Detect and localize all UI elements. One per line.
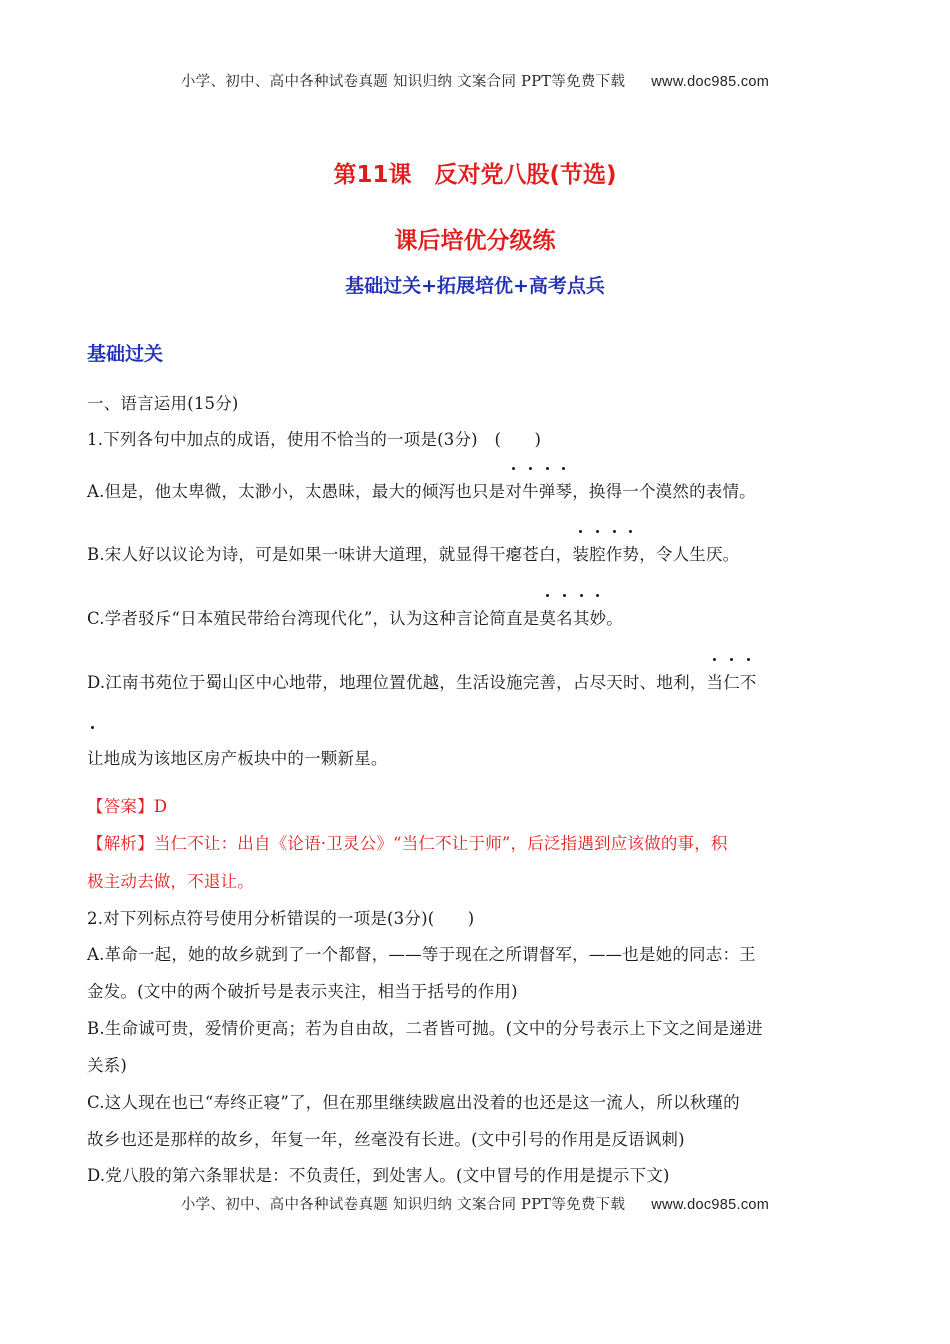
dotted-char: 当 [707,669,724,693]
analysis-text: 当仁不让：出自《论语·卫灵公》“当仁不让于师”，后泛指遇到应该做的事，积 [153,834,728,853]
q1-answer [87,793,167,817]
q2-option-b-cont: 关系) [87,1056,128,1075]
lesson-title: 第11课 反对党八股(节选) [333,162,617,188]
q2-option-d: D.党八股的第六条罪状是：不负责任，到处害人。(文中冒号的作用是提示下文) [87,1166,670,1185]
q2-option-c: C.这人现在也已“寿终正寝”了，但在那里继续跋扈出没着的也还是这一流人，所以秋瑾的 [87,1093,740,1112]
dotted-char: 不 [740,669,757,693]
section-heading: 基础过关 [87,343,164,365]
q1-a-text: A.但是，他太卑微，太渺小，太愚昧，最大的倾泻也只是 [87,482,506,501]
q1-a-text-end: ，换得一个漠然的表情。 [572,482,756,501]
q1-option-d-cont: 让地成为该地区房产板块中的一颗新星。 [87,749,388,768]
part-one-heading: 一、语言运用(15分) [87,394,239,413]
dotted-char: 仁 [723,669,740,693]
answer-tag: 【答案】 [87,797,154,816]
q1-analysis [87,830,728,854]
lesson-subtitle: 课后培优分级练 [394,228,556,254]
q2-stem: 2.对下列标点符号使用分析错误的一项是(3分)( ) [87,909,475,928]
q1-c-text: C.学者驳斥“日本殖民带给台湾现代化”，认为这种言论简直是 [87,609,540,628]
dotted-char: 对 [505,478,522,502]
q1-d-text: D.江南书苑位于蜀山区中心地带，地理位置优越，生活设施完善，占尽天时、地利， [87,673,707,692]
q1-stem: 1.下列各句中加点的成语，使用不恰当的一项是(3分) ( ) [87,430,542,449]
dotted-char: 妙 [590,605,607,629]
answer-value: D [153,797,168,816]
q1-option-c [87,605,623,629]
q1-option-d [87,669,757,693]
banner-site: www.doc985.com [651,1197,770,1213]
q1-option-a [87,478,756,502]
header-banner [0,70,950,91]
q2-option-c-cont: 故乡也还是那样的故乡，年复一年，丝毫没有长进。(文中引号的作用是反语讽刺) [87,1130,685,1149]
banner-text: 小学、初中、高中各种试卷真题 知识归纳 文案合同 PPT等免费下载 [180,74,626,90]
q2-option-a-cont: 金发。(文中的两个破折号是表示夹注，相当于括号的作用) [87,982,518,1001]
dotted-char: 其 [573,605,590,629]
footer-banner [0,1193,950,1214]
banner-site: www.doc985.com [651,74,770,90]
q1-analysis-cont: 极主动去做，不退让。 [87,872,254,891]
q1-b-text-end: ，令人生厌。 [639,545,740,564]
analysis-tag: 【解析】 [87,834,154,853]
emphasis-dot [91,726,94,729]
dotted-char: 名 [556,605,573,629]
dotted-char: 腔 [589,541,606,565]
q1-c-text-end: 。 [606,609,623,628]
dotted-char: 势 [622,541,639,565]
q2-option-b: B.生命诚可贵，爱情价更高；若为自由故，二者皆可抛。(文中的分号表示上下文之间是递进 [87,1019,763,1038]
series-title: 基础过关+拓展培优+高考点兵 [345,275,605,297]
dotted-char: 装 [572,541,589,565]
dotted-char: 莫 [539,605,556,629]
dotted-char: 作 [606,541,623,565]
q1-option-b [87,541,739,565]
dotted-char: 牛 [522,478,539,502]
banner-text: 小学、初中、高中各种试卷真题 知识归纳 文案合同 PPT等免费下载 [180,1197,626,1213]
dotted-char: 琴 [555,478,572,502]
q2-option-a: A.革命一起，她的故乡就到了一个都督，——等于现在之所谓督军，——也是她的同志：王 [87,945,756,964]
dotted-char: 弹 [539,478,556,502]
q1-b-text: B.宋人好以议论为诗，可是如果一味讲大道理，就显得干瘪苍白， [87,545,573,564]
